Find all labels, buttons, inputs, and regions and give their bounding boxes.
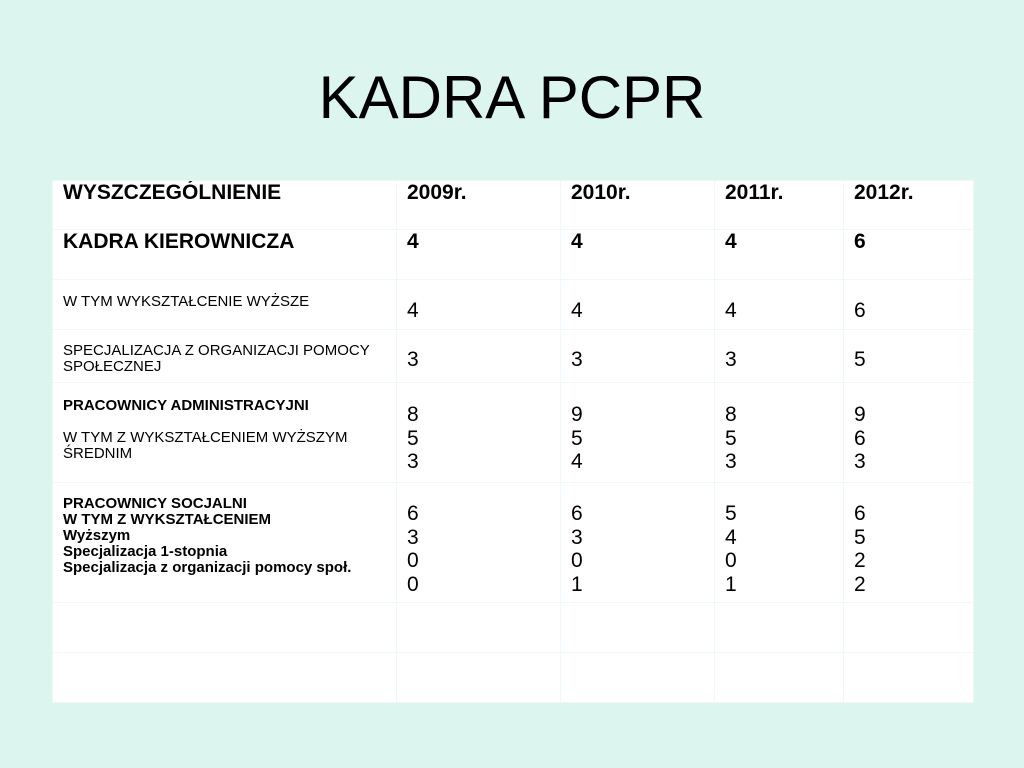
table-row <box>53 230 974 280</box>
row-label-line: Specjalizacja z organizacji pomocy społ. <box>63 559 352 576</box>
value-cell: 4 <box>397 230 561 280</box>
value-cell <box>715 383 844 483</box>
row-label-cell <box>53 330 397 383</box>
empty-cell <box>844 603 974 653</box>
header-cell: 2011r. <box>715 181 844 230</box>
header-cell: WYSZCZEGÓLNIENIE <box>53 181 397 230</box>
table-row <box>53 383 974 483</box>
value: 9 <box>571 403 583 426</box>
header-cell: 2010r. <box>561 181 715 230</box>
empty-cell <box>715 653 844 703</box>
header-cell: 2012r. <box>844 181 974 230</box>
row-label: PRACOWNICY ADMINISTRACYJNI <box>63 397 309 414</box>
empty-cell <box>53 603 397 653</box>
slide-title: KADRA PCPR <box>318 64 706 131</box>
row-label: KADRA KIEROWNICZA <box>53 230 397 280</box>
value: 5 <box>571 426 583 450</box>
value: 3 <box>571 348 583 371</box>
value: 3 <box>854 450 866 473</box>
value-cell <box>844 483 974 603</box>
value: 3 <box>725 450 737 473</box>
value: 8 <box>407 403 419 426</box>
value: 2 <box>854 572 866 596</box>
empty-cell <box>561 603 715 653</box>
value-cell <box>397 383 561 483</box>
row-sublabel: W TYM Z WYKSZTAŁCENIEM WYŻSZYM ŚREDNIM <box>63 429 348 462</box>
value: 4 <box>725 299 737 322</box>
value: 6 <box>571 502 583 525</box>
value: 5 <box>854 348 866 371</box>
value: 3 <box>571 525 583 549</box>
value-cell <box>397 330 561 383</box>
value: 5 <box>725 426 737 450</box>
value: 4 <box>407 299 419 322</box>
value: 1 <box>725 572 737 596</box>
row-label: W TYM WYKSZTAŁCENIE WYŻSZE <box>63 293 310 310</box>
row-label-block <box>63 496 396 576</box>
value-cell <box>715 280 844 330</box>
value: 6 <box>854 426 866 450</box>
value-cell <box>397 483 561 603</box>
value: 5 <box>854 525 866 549</box>
row-label-cell <box>53 280 397 330</box>
row-label-line: Specjalizacja 1-stopnia <box>63 543 228 560</box>
value: 3 <box>407 450 419 473</box>
value-cell <box>844 383 974 483</box>
value-cell <box>715 483 844 603</box>
value: 0 <box>725 549 737 572</box>
row-label-cell <box>53 383 397 483</box>
row-label-cell <box>53 483 397 603</box>
empty-cell <box>53 653 397 703</box>
value: 2 <box>854 549 866 572</box>
empty-cell <box>844 653 974 703</box>
value-cell: 6 <box>844 230 974 280</box>
value-cell <box>715 330 844 383</box>
row-label-line: PRACOWNICY SOCJALNI <box>63 495 247 512</box>
value: 5 <box>407 426 419 450</box>
value-cell <box>844 330 974 383</box>
table-row <box>53 330 974 383</box>
value: 4 <box>571 299 583 322</box>
value-cell: 4 <box>715 230 844 280</box>
table-row <box>53 483 974 603</box>
value: 4 <box>725 525 737 549</box>
value: 3 <box>407 525 419 549</box>
value-cell <box>397 280 561 330</box>
value: 5 <box>725 502 737 525</box>
row-label-line: Wyższym <box>63 527 131 544</box>
row-label-line: W TYM Z WYKSZTAŁCENIEM <box>63 511 272 528</box>
value: 1 <box>571 572 583 596</box>
value: 0 <box>407 549 419 572</box>
value-cell <box>561 330 715 383</box>
header-row <box>53 181 974 230</box>
value: 6 <box>407 502 419 525</box>
value: 0 <box>407 572 419 596</box>
empty-row <box>53 653 974 703</box>
table-row <box>53 280 974 330</box>
header-cell: 2009r. <box>397 181 561 230</box>
value: 4 <box>571 450 583 473</box>
value-cell <box>561 483 715 603</box>
value-cell <box>561 280 715 330</box>
empty-row <box>53 603 974 653</box>
value: 0 <box>571 549 583 572</box>
empty-cell <box>397 653 561 703</box>
value: 9 <box>854 403 866 426</box>
value: 3 <box>725 348 737 371</box>
staff-table <box>52 180 974 703</box>
row-label: SPECJALIZACJA Z ORGANIZACJI POMOCY SPOŁECZNEJ <box>63 342 370 375</box>
value: 6 <box>854 299 866 322</box>
empty-cell <box>561 653 715 703</box>
value: 3 <box>407 348 419 371</box>
value: 6 <box>854 502 866 525</box>
empty-cell <box>397 603 561 653</box>
value: 8 <box>725 403 737 426</box>
empty-cell <box>715 603 844 653</box>
value-cell <box>844 280 974 330</box>
value-cell <box>561 383 715 483</box>
value-cell: 4 <box>561 230 715 280</box>
